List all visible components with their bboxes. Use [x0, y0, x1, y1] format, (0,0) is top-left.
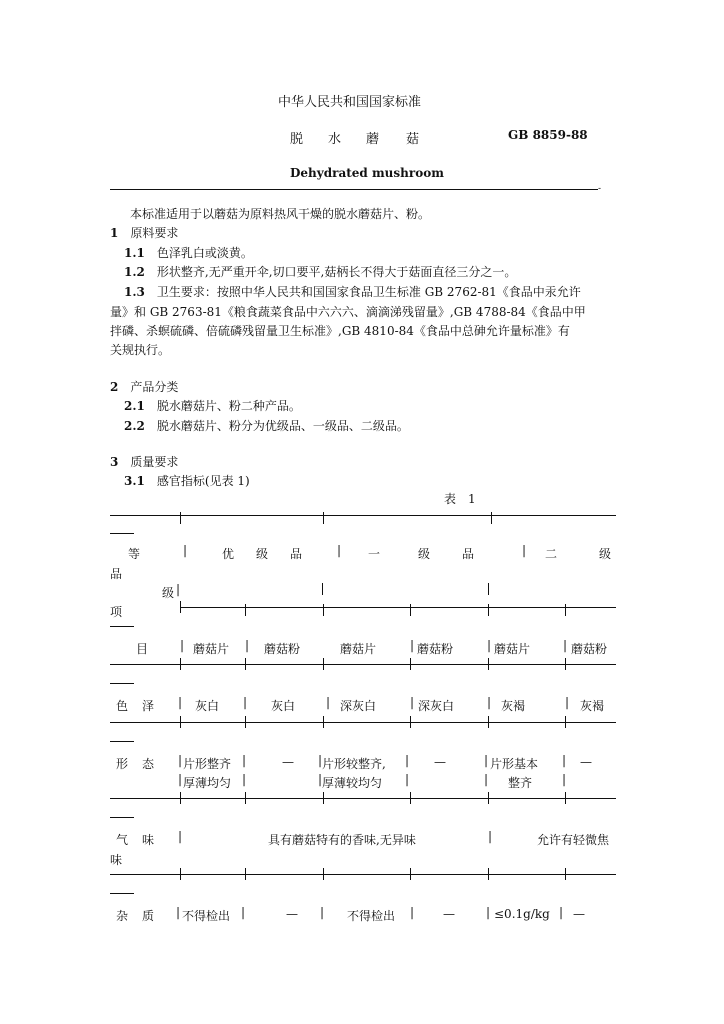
title-char: 水 — [328, 132, 342, 147]
pipe: | — [487, 695, 492, 709]
table-rule-tick — [245, 716, 246, 728]
table-rule-tick — [565, 792, 566, 804]
pipe: | — [242, 772, 247, 786]
table-rule-tick — [323, 658, 324, 670]
pipe: | — [320, 905, 325, 919]
table-rule — [110, 874, 616, 875]
clause-text-line: 量》和 GB 2763-81《粮食蔬菜食品中六六六、滴滴涕残留量》,GB 4788-84《食品中甲 — [110, 305, 586, 319]
title-char: 蘑 — [366, 132, 380, 147]
pipe: | — [180, 638, 185, 652]
pipe: | — [245, 638, 250, 652]
row-label-color: 色 泽 — [116, 699, 155, 713]
table-cell: 厚薄均匀 — [183, 776, 232, 790]
table-cell: 深灰白 — [340, 699, 377, 713]
table-rule-tick — [323, 716, 324, 728]
header-grade-char: 等 — [128, 547, 141, 561]
pipe: | — [484, 753, 489, 767]
grade-premium: 优 级 品 — [222, 547, 303, 561]
table-rule-tick — [323, 512, 324, 524]
table-rule — [110, 515, 616, 516]
table-cell: 不得检出 — [347, 909, 396, 923]
table-rule-stub — [110, 893, 134, 894]
pipe: | — [183, 543, 188, 557]
header-grade-char: 项 — [110, 605, 123, 619]
table-caption: 表 1 — [444, 492, 476, 506]
clause-number: 1.1 — [124, 246, 145, 260]
clause-2-2 — [124, 417, 409, 434]
table-rule-tick — [488, 583, 489, 595]
table-rule-tick — [565, 658, 566, 670]
pipe: | — [405, 772, 410, 786]
table-cell: 深灰白 — [418, 699, 455, 713]
table-rule — [110, 722, 616, 723]
table-rule-stub — [110, 683, 134, 684]
clause-text: 形状整齐,无严重开伞,切口要平,菇柄长不得大于菇面直径三分之一。 — [156, 265, 517, 279]
table-rule-tick — [245, 792, 246, 804]
subcol-header: 蘑菇片 — [494, 642, 531, 656]
section-title: 产品分类 — [130, 380, 179, 394]
pipe: | — [410, 695, 415, 709]
table-rule-tick — [488, 604, 489, 616]
pipe: | — [563, 638, 568, 652]
pipe: | — [410, 905, 415, 919]
section-title: 原料要求 — [130, 226, 179, 240]
pipe: | — [487, 638, 492, 652]
table-rule-tick — [488, 658, 489, 670]
pipe: | — [405, 753, 410, 767]
row-label-shape: 形 态 — [116, 757, 155, 771]
table-rule — [110, 664, 616, 665]
grade-wrap: 品 — [110, 567, 123, 581]
table-rule-tick — [245, 868, 246, 880]
header-rule-tick: - — [598, 184, 602, 194]
pipe: | — [176, 905, 181, 919]
section-number: 1 — [110, 226, 119, 240]
clause-text-line: 关规执行。 — [110, 343, 171, 357]
row-label-odor: 气 味 — [116, 833, 155, 847]
pipe: | — [243, 695, 248, 709]
table-cell: 具有蘑菇特有的香味,无异味 — [268, 833, 416, 847]
pipe: | — [178, 829, 183, 843]
table-cell: 允许有轻微焦 — [537, 833, 610, 847]
pipe: | — [565, 695, 570, 709]
table-rule-tick — [180, 512, 181, 524]
grade-first: 一 级 品 — [368, 547, 475, 561]
table-rule-tick — [410, 604, 411, 616]
section-number: 2 — [110, 380, 119, 394]
english-title: Dehydrated mushroom — [290, 166, 444, 180]
table-cell: 片形基本 — [490, 757, 539, 771]
table-rule-tick — [565, 604, 566, 616]
subcol-header: 蘑菇片 — [193, 642, 230, 656]
pipe: | — [484, 772, 489, 786]
table-cell: 灰褐 — [580, 699, 605, 713]
table-rule-tick — [180, 716, 181, 728]
pipe: | — [178, 753, 183, 767]
grade-second: 二 级 — [545, 547, 612, 561]
clause-number: 1.3 — [124, 285, 145, 299]
section-number: 3 — [110, 455, 119, 469]
table-cell: — — [286, 907, 298, 921]
table-rule-tick — [491, 512, 492, 524]
table-rule — [110, 798, 616, 799]
pipe: | — [318, 753, 323, 767]
table-rule-stub — [110, 533, 134, 534]
table-rule-tick — [488, 716, 489, 728]
table-cell: 灰白 — [271, 699, 296, 713]
clause-number: 1.2 — [124, 265, 145, 279]
header-rule — [110, 189, 598, 190]
standard-org: 中华人民共和国国家标准 — [278, 95, 422, 110]
clause-text-line: 拌磷、杀螟硫磷、倍硫磷残留量卫生标准》,GB 4810-84《食品中总砷允许量标准》有 — [110, 324, 570, 338]
pipe: | — [562, 753, 567, 767]
table-rule-tick — [180, 658, 181, 670]
table-cell: 片形整齐 — [183, 757, 232, 771]
table-rule-tick — [323, 868, 324, 880]
subcol-header: 蘑菇粉 — [571, 642, 608, 656]
pipe: | — [178, 772, 183, 786]
section-1-heading — [110, 224, 178, 241]
clause-3-1 — [124, 472, 250, 489]
table-rule-stub — [110, 817, 134, 818]
table-cell: ≤0.1g/kg — [494, 907, 550, 921]
table-cell: 整齐 — [508, 776, 533, 790]
table-rule-tick — [488, 792, 489, 804]
table-cell: — — [443, 907, 455, 921]
table-cell: 片形较整齐, — [322, 757, 386, 771]
table-cell: 灰白 — [195, 699, 220, 713]
table-cell: 灰褐 — [501, 699, 526, 713]
table-rule-tick — [565, 868, 566, 880]
clause-number: 2.2 — [124, 419, 145, 433]
pipe: | — [318, 772, 323, 786]
pipe: | — [178, 695, 183, 709]
pipe: | — [486, 905, 491, 919]
subcol-header: 蘑菇片 — [340, 642, 377, 656]
table-cell: 不得检出 — [182, 909, 231, 923]
table-cell: — — [282, 755, 294, 769]
pipe: | — [176, 582, 181, 596]
table-rule-stub — [110, 741, 134, 742]
clause-number: 2.1 — [124, 399, 145, 413]
clause-text: 色泽乳白或淡黄。 — [156, 246, 253, 260]
table-rule-tick — [410, 658, 411, 670]
clause-text: 脱水蘑菇片、粉二种产品。 — [156, 399, 301, 413]
row-label-wrap: 味 — [110, 853, 123, 867]
table-rule-tick — [245, 658, 246, 670]
table-rule-tick — [410, 792, 411, 804]
title-char: 菇 — [406, 132, 420, 147]
pipe: | — [559, 905, 564, 919]
clause-text: 脱水蘑菇片、粉分为优级品、一级品、二级品。 — [156, 419, 409, 433]
pipe: | — [241, 905, 246, 919]
table-rule-tick — [322, 583, 323, 595]
section-title: 质量要求 — [130, 455, 179, 469]
header-grade-char: 级 — [162, 586, 175, 600]
table-rule-tick — [323, 604, 324, 616]
table-cell: — — [573, 907, 585, 921]
section-2-heading — [110, 378, 178, 395]
pipe: | — [337, 543, 342, 557]
table-rule-tick — [245, 604, 246, 616]
pipe: | — [410, 638, 415, 652]
table-cell: 厚薄较均匀 — [322, 776, 383, 790]
table-rule-tick — [180, 792, 181, 804]
pipe: | — [242, 753, 247, 767]
table-rule-tick — [323, 792, 324, 804]
table-rule-tick — [488, 868, 489, 880]
table-cell: — — [434, 755, 446, 769]
clause-1-2 — [124, 263, 516, 280]
row-label-impurity: 杂 质 — [116, 909, 155, 923]
clause-1-1 — [124, 244, 253, 261]
clause-2-1 — [124, 397, 301, 414]
pipe: | — [326, 695, 331, 709]
table-rule-stub — [110, 626, 134, 627]
subcol-header: 蘑菇粉 — [264, 642, 301, 656]
table-rule-tick — [410, 716, 411, 728]
clause-1-3 — [124, 283, 581, 300]
clause-text: 感官指标(见表 1) — [156, 474, 250, 488]
table-cell: — — [580, 755, 592, 769]
table-rule-tick — [565, 716, 566, 728]
pipe: | — [562, 772, 567, 786]
table-rule-tick — [180, 868, 181, 880]
pipe: | — [522, 543, 527, 557]
table-rule-tick — [410, 868, 411, 880]
pipe: | — [488, 829, 493, 843]
standard-code: GB 8859-88 — [508, 128, 588, 142]
subcol-header: 蘑菇粉 — [417, 642, 454, 656]
clause-text-line: 卫生要求：按照中华人民共和国国家食品卫生标准 GB 2762-81《食品中汞允许 — [156, 285, 581, 299]
title-char: 脱 — [290, 132, 304, 147]
section-3-heading — [110, 453, 178, 470]
clause-number: 3.1 — [124, 474, 145, 488]
intro-text: 本标准适用于以蘑菇为原料热风干燥的脱水蘑菇片、粉。 — [130, 207, 431, 221]
table-rule-tick — [180, 601, 181, 613]
header-grade-char: 目 — [136, 642, 149, 656]
